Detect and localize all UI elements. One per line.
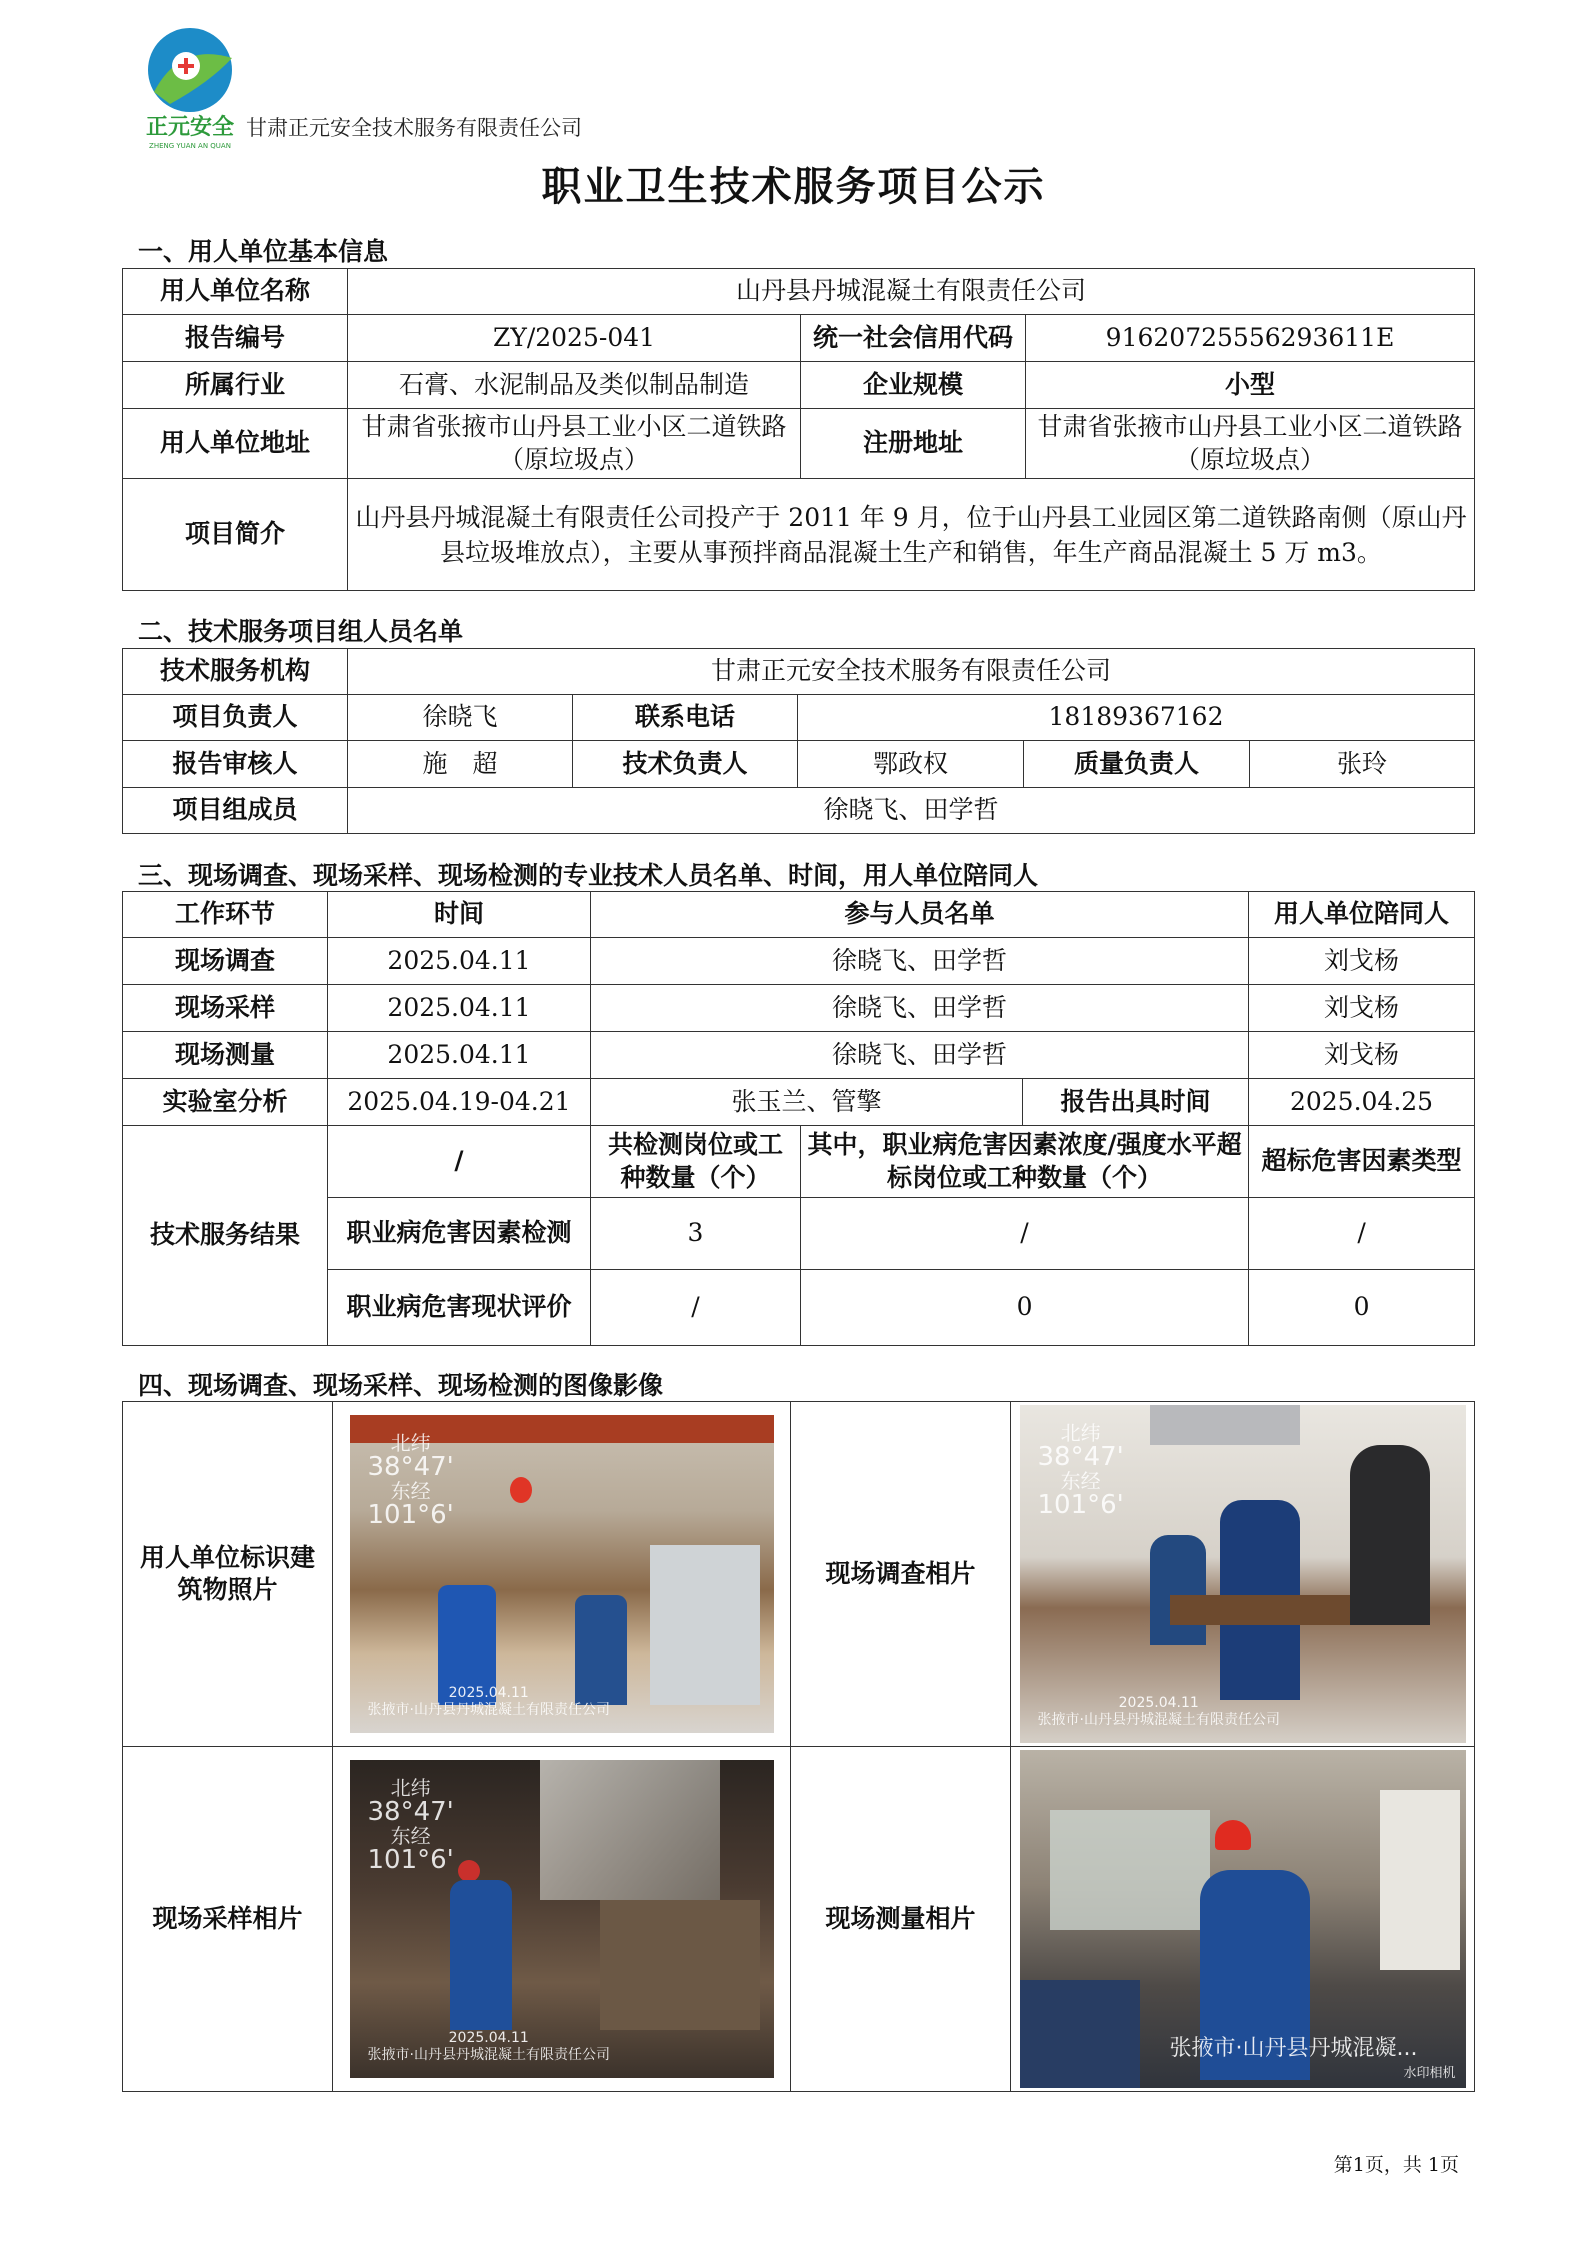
industry: 石膏、水泥制品及类似制品制造 xyxy=(348,362,801,409)
company-name: 甘肃正元安全技术服务有限责任公司 xyxy=(246,116,582,140)
issue-label: 报告出具时间 xyxy=(1023,1079,1249,1126)
report-no-label: 报告编号 xyxy=(123,315,348,362)
tech: 鄂政权 xyxy=(798,741,1024,788)
address-label: 用人单位地址 xyxy=(123,409,348,479)
members: 徐晓飞、田学哲 xyxy=(348,788,1475,834)
time: 2025.04.11 xyxy=(328,985,591,1032)
photo2-label: 现场调查相片 xyxy=(791,1402,1011,1747)
result-row1-label: 职业病危害因素检测 xyxy=(328,1198,591,1270)
photo-table xyxy=(122,1401,1475,2092)
people: 徐晓飞、田学哲 xyxy=(591,938,1249,985)
photo-caption: 2025.04.11 张掖市·山丹县丹城混凝土有限责任公司 xyxy=(367,2030,610,2064)
fieldwork-table xyxy=(122,891,1475,1346)
col-escort: 用人单位陪同人 xyxy=(1249,892,1475,938)
quality-label: 质量负责人 xyxy=(1024,741,1250,788)
phone: 18189367162 xyxy=(798,695,1475,741)
result-row2-type: 0 xyxy=(1249,1270,1475,1346)
lab-people: 张玉兰、管擎 xyxy=(591,1079,1023,1126)
leader: 徐晓飞 xyxy=(348,695,573,741)
result-col2: 其中，职业病危害因素浓度/强度水平超标岗位或工种数量（个） xyxy=(801,1126,1249,1198)
team-table xyxy=(122,648,1475,834)
time: 2025.04.11 xyxy=(328,1032,591,1079)
credit-code: 91620725556293611E xyxy=(1026,315,1475,362)
measurement-photo xyxy=(1020,1750,1466,2088)
result-col1: 共检测岗位或工种数量（个） xyxy=(591,1126,801,1198)
photo-caption: 2025.04.11 张掖市·山丹县丹城混凝土有限责任公司 xyxy=(367,1685,610,1719)
page-number: 第1页，共 1页 xyxy=(1333,2154,1459,2176)
address: 甘肃省张掖市山丹县工业小区二道铁路（原垃圾点） xyxy=(348,409,801,479)
unit-info-table xyxy=(122,268,1475,591)
reg-address-label: 注册地址 xyxy=(801,409,1026,479)
stage: 现场测量 xyxy=(123,1032,328,1079)
page-title: 职业卫生技术服务项目公示 xyxy=(541,163,1046,210)
col-stage: 工作环节 xyxy=(123,892,328,938)
lab-time: 2025.04.19-04.21 xyxy=(328,1079,591,1126)
photo4-label: 现场测量相片 xyxy=(791,1747,1011,2092)
survey-photo xyxy=(1020,1405,1466,1743)
result-row2-count: / xyxy=(591,1270,801,1346)
time: 2025.04.11 xyxy=(328,938,591,985)
geo-overlay: 北纬 38°47' 东经 101°6' xyxy=(367,1431,454,1531)
unit-name: 山丹县丹城混凝土有限责任公司 xyxy=(348,269,1475,315)
escort: 刘戈杨 xyxy=(1249,985,1475,1032)
org-label: 技术服务机构 xyxy=(123,649,348,695)
people: 徐晓飞、田学哲 xyxy=(591,1032,1249,1079)
reviewer: 施 超 xyxy=(348,741,573,788)
quality: 张玲 xyxy=(1250,741,1475,788)
result-row1-type: / xyxy=(1249,1198,1475,1270)
section-1-heading: 一、用人单位基本信息 xyxy=(138,237,389,266)
photo4-caption: 张掖市·山丹县丹城混凝... xyxy=(1169,2035,1418,2061)
reviewer-label: 报告审核人 xyxy=(123,741,348,788)
phone-label: 联系电话 xyxy=(573,695,798,741)
escort: 刘戈杨 xyxy=(1249,1032,1475,1079)
logo-pinyin: ZHENG YUAN AN QUAN xyxy=(149,142,231,150)
geo-overlay: 北纬 38°47' 东经 101°6' xyxy=(367,1776,454,1876)
header xyxy=(140,22,840,152)
credit-code-label: 统一社会信用代码 xyxy=(801,315,1026,362)
table-row xyxy=(123,1032,1475,1079)
intro-label: 项目简介 xyxy=(123,479,348,591)
leader-label: 项目负责人 xyxy=(123,695,348,741)
geo-overlay: 北纬 38°47' 东经 101°6' xyxy=(1037,1421,1124,1521)
lab-label: 实验室分析 xyxy=(123,1079,328,1126)
reg-address: 甘肃省张掖市山丹县工业小区二道铁路（原垃圾点） xyxy=(1026,409,1475,479)
company-logo xyxy=(140,22,240,152)
section-2-heading: 二、技术服务项目组人员名单 xyxy=(138,617,464,646)
intro: 山丹县丹城混凝土有限责任公司投产于 2011 年 9 月，位于山丹县工业园区第二道铁路南侧（原山丹县垃圾堆放点），主要从事预拌商品混凝土生产和销售，年生产商品混凝土 5 万 m3。 xyxy=(348,479,1475,591)
result-slash: / xyxy=(328,1126,591,1198)
scale: 小型 xyxy=(1026,362,1475,409)
table-row xyxy=(123,985,1475,1032)
members-label: 项目组成员 xyxy=(123,788,348,834)
sampling-photo xyxy=(350,1760,774,2078)
tech-label: 技术负责人 xyxy=(573,741,798,788)
photo1-label: 用人单位标识建筑物照片 xyxy=(123,1402,333,1747)
logo-text: 正元安全 xyxy=(145,115,235,140)
section-3-heading: 三、现场调查、现场采样、现场检测的专业技术人员名单、时间，用人单位陪同人 xyxy=(138,861,1039,890)
section-4-heading: 四、现场调查、现场采样、现场检测的图像影像 xyxy=(138,1371,664,1400)
photo-caption: 2025.04.11 张掖市·山丹县丹城混凝土有限责任公司 xyxy=(1037,1695,1280,1729)
stage: 现场采样 xyxy=(123,985,328,1032)
issue-time: 2025.04.25 xyxy=(1249,1079,1475,1126)
watermark-label: 水印相机 xyxy=(1403,2066,1456,2082)
escort: 刘戈杨 xyxy=(1249,938,1475,985)
stage: 现场调查 xyxy=(123,938,328,985)
table-row xyxy=(123,938,1475,985)
result-row1-exceed: / xyxy=(801,1198,1249,1270)
building-photo xyxy=(350,1415,774,1733)
report-no: ZY/2025-041 xyxy=(348,315,801,362)
result-row2-label: 职业病危害现状评价 xyxy=(328,1270,591,1346)
people: 徐晓飞、田学哲 xyxy=(591,985,1249,1032)
result-col3: 超标危害因素类型 xyxy=(1249,1126,1475,1198)
result-row1-count: 3 xyxy=(591,1198,801,1270)
col-time: 时间 xyxy=(328,892,591,938)
photo3-label: 现场采样相片 xyxy=(123,1747,333,2092)
scale-label: 企业规模 xyxy=(801,362,1026,409)
org: 甘肃正元安全技术服务有限责任公司 xyxy=(348,649,1475,695)
result-row2-exceed: 0 xyxy=(801,1270,1249,1346)
result-label: 技术服务结果 xyxy=(123,1126,328,1346)
col-people: 参与人员名单 xyxy=(591,892,1249,938)
industry-label: 所属行业 xyxy=(123,362,348,409)
unit-name-label: 用人单位名称 xyxy=(123,269,348,315)
